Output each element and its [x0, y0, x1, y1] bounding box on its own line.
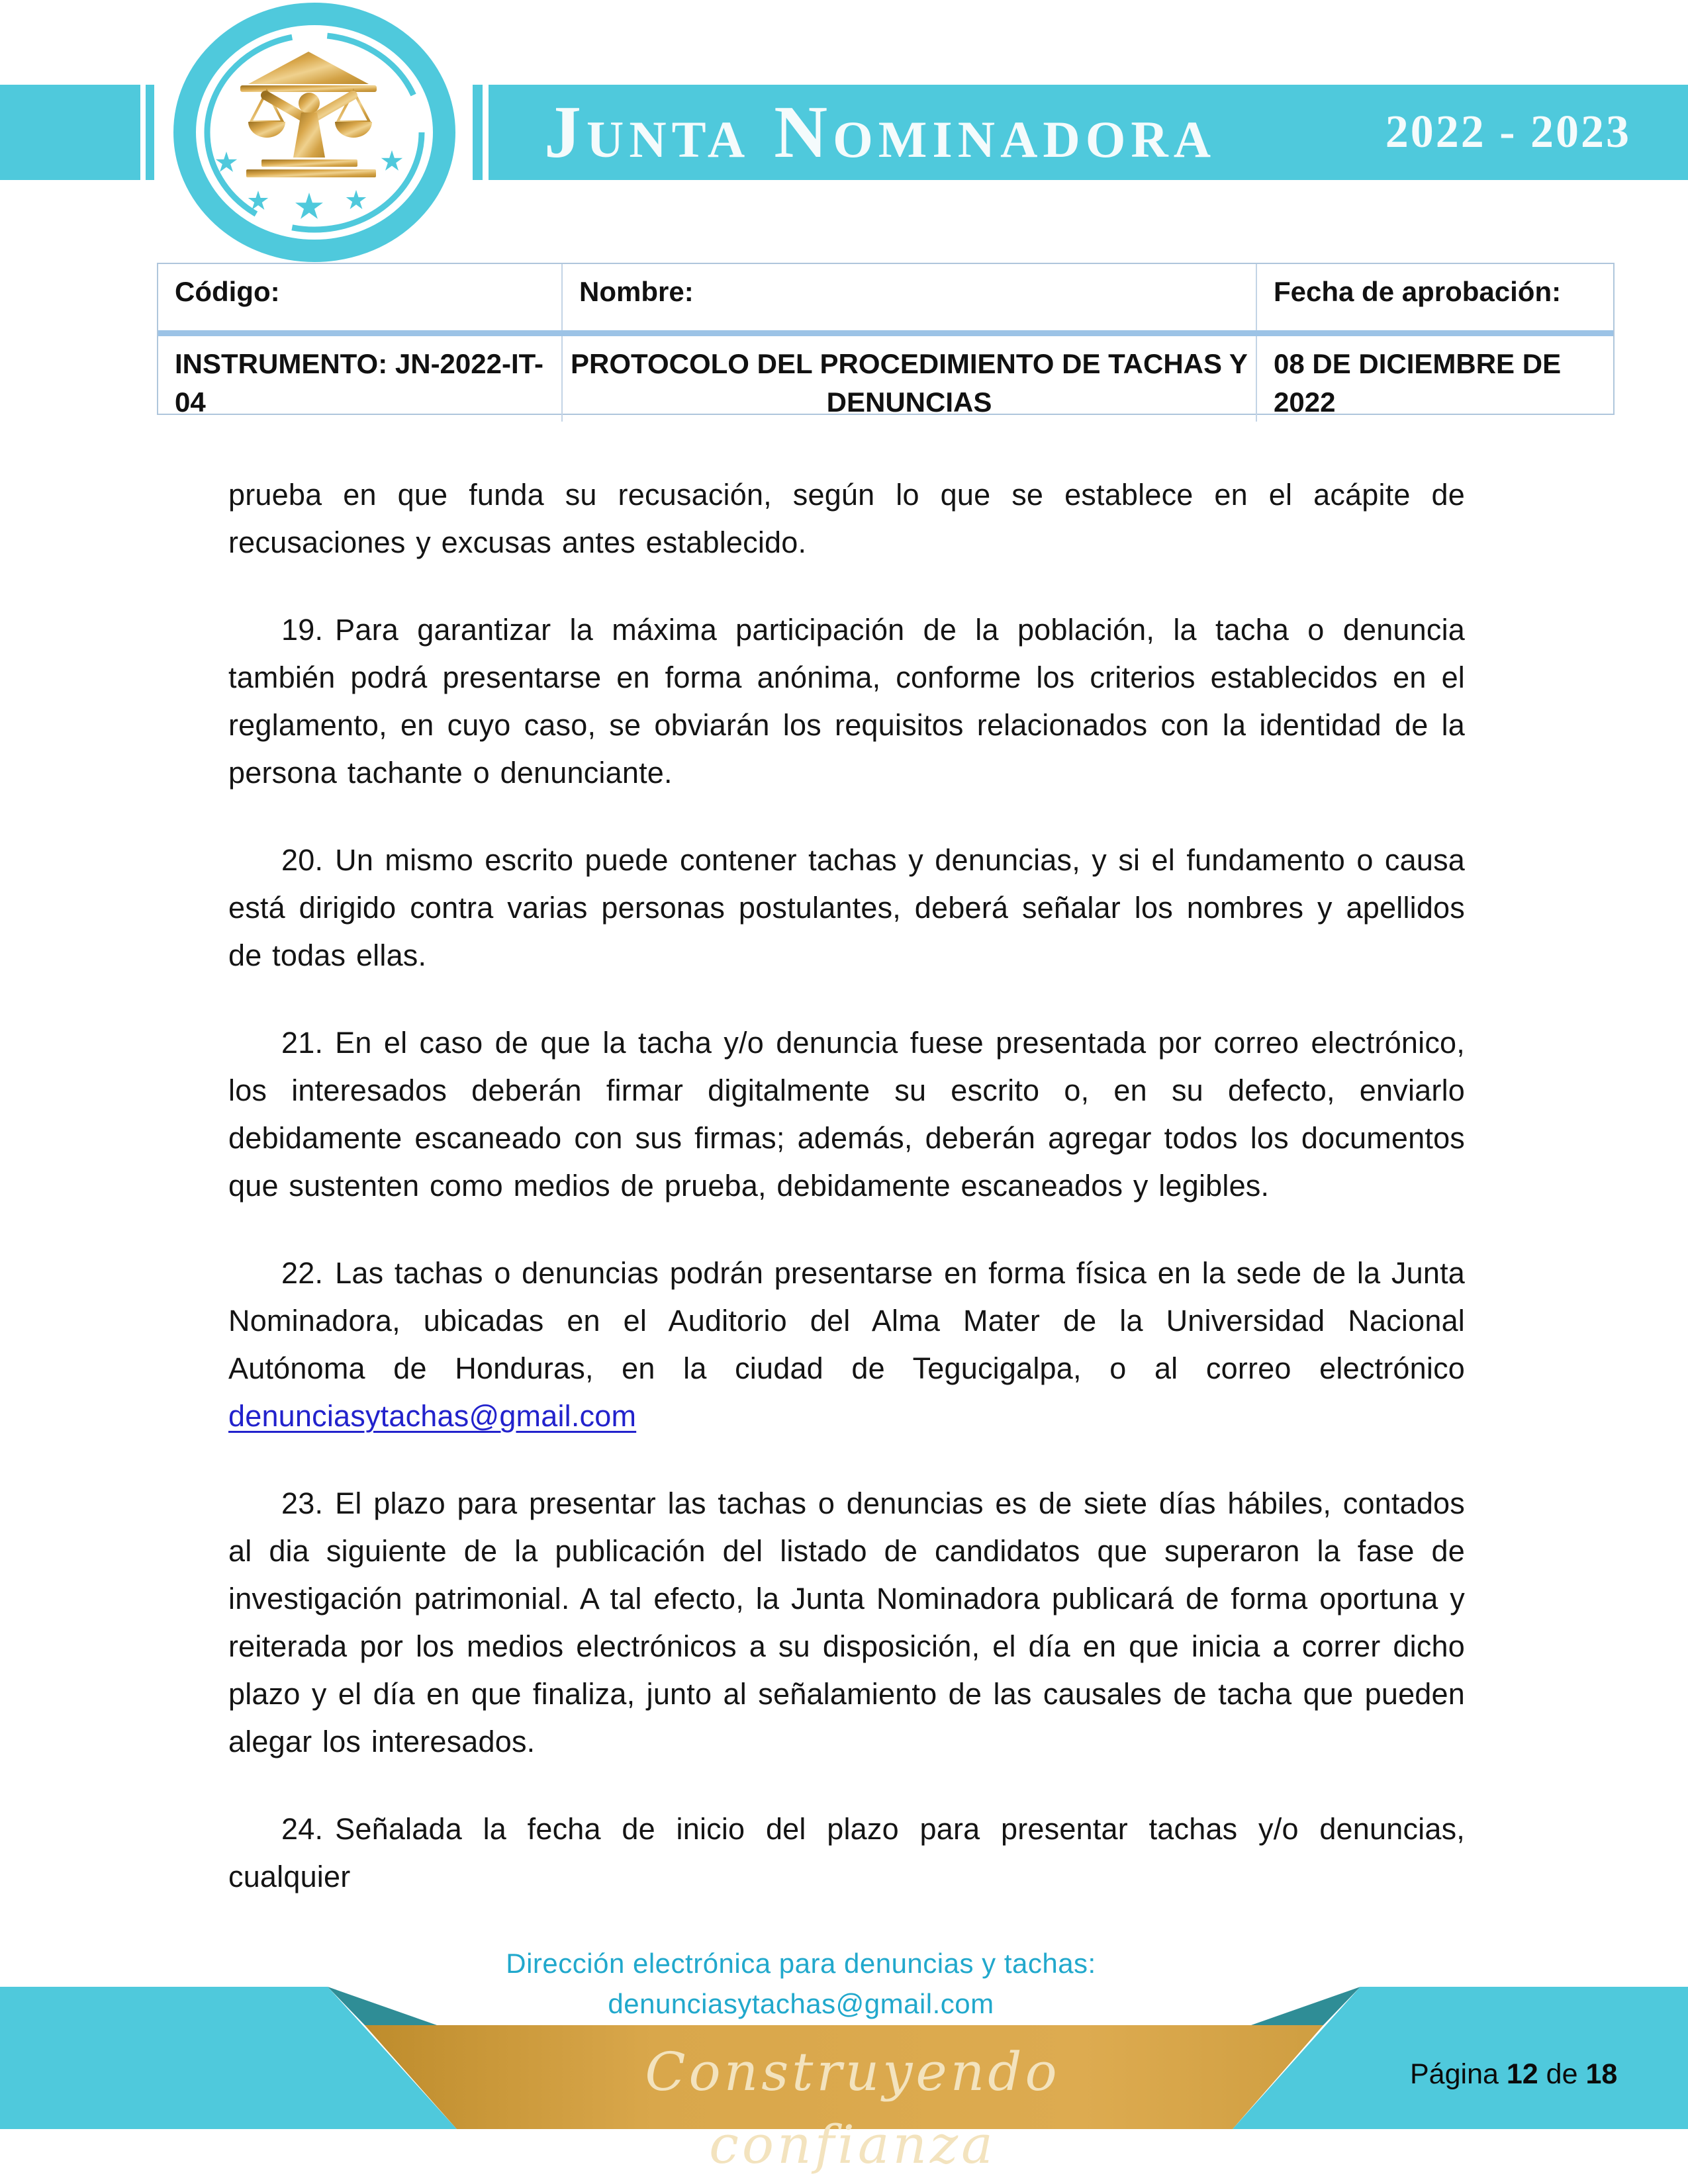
meta-header-nombre: Nombre:	[563, 264, 1257, 330]
paragraph: prueba en que funda su recusación, según lo que se establece en el acápite de recusaciones y excusas antes establecido.	[228, 478, 1465, 559]
paragraph: 23. El plazo para presentar las tachas o denuncias es de siete días hábiles, contados al dia siguiente de la publicación del listado de candidatos que superaron la fase de investigación patrimonial. A tal efecto, la Junta Nominadora publicará de forma oportuna y reiterada por los medios electrónicos a su disposición, el día en que inicia a correr dicho plazo y el día en que finaliza, junto al señalamiento de las causales de tacha que pueden alegar los interesados.	[228, 1486, 1465, 1758]
email-link[interactable]: denunciasytachas@gmail.com	[228, 1399, 637, 1433]
page-number-label: Página	[1410, 2058, 1499, 2090]
paragraph-number: 23.	[281, 1486, 324, 1520]
header-banner-left-segment	[0, 85, 140, 180]
header-banner-right-bar	[473, 85, 483, 180]
paragraph: 19. Para garantizar la máxima participación de la población, la tacha o denuncia también podrá presentarse en forma anónima, conforme los criterios establecidos en el reglamento, en cuyo caso, se obviarán los requisitos relacionados con la identidad de la persona tachante o denunciante.	[228, 613, 1465, 790]
header-period: 2022 - 2023	[1385, 107, 1631, 158]
paragraph-number: 20.	[281, 843, 324, 877]
paragraph-number: 19.	[281, 613, 324, 647]
paragraph-number: 21.	[281, 1026, 324, 1060]
meta-value-nombre: PROTOCOLO DEL PROCEDIMIENTO DE TACHAS Y DENUNCIAS	[563, 336, 1257, 422]
footer-contact-label: Dirección electrónica para denuncias y tachas:	[506, 1948, 1096, 1979]
meta-header-fecha: Fecha de aprobación:	[1274, 276, 1562, 307]
junta-nominadora-logo-icon	[162, 0, 467, 267]
footer-slogan: Construyendo confianza	[645, 2041, 1060, 2175]
page-number-current: 12	[1506, 2058, 1538, 2090]
paragraph-number: 24.	[281, 1812, 324, 1846]
header-banner	[489, 85, 1688, 180]
meta-table-value-row	[158, 336, 1613, 418]
page-number-total: 18	[1585, 2058, 1618, 2090]
page-number-de: de	[1546, 2058, 1578, 2090]
meta-table-header-row	[158, 264, 1613, 330]
paragraph-number: 22.	[281, 1256, 324, 1290]
footer-contact-email: denunciasytachas@gmail.com	[608, 1988, 994, 2019]
meta-value-fecha: 08 DE DICIEMBRE DE 2022	[1274, 348, 1562, 418]
paragraph: 24. Señalada la fecha de inicio del plazo para presentar tachas y/o denuncias, cualquier	[228, 1812, 1465, 1893]
page-number	[1410, 2058, 1648, 2091]
document-body	[228, 471, 1465, 1940]
paragraph: 21. En el caso de que la tacha y/o denuncia fuese presentada por correo electrónico, los interesados deberán firmar digitalmente su escrito o, en su defecto, enviarlo debidamente escaneado con sus firmas; además, deberán agregar todos los documentos que sustenten como medios de prueba, debidamente escaneados y legibles.	[228, 1026, 1465, 1203]
meta-table-divider	[158, 330, 1613, 336]
paragraph: 22. Las tachas o denuncias podrán presentarse en forma física en la sede de la Junta Nominadora, ubicadas en el Auditorio del Alma Mater de la Universidad Nacional Autónoma de Honduras, en la ciudad de Tegucigalpa, o al correo electrónico denunciasytachas@gmail.com	[228, 1256, 1465, 1433]
document-meta-table	[157, 263, 1615, 418]
meta-value-codigo: INSTRUMENTO: JN-2022-IT-04	[158, 336, 563, 422]
page-title: Junta Nominadora	[544, 91, 1217, 173]
paragraph: 20. Un mismo escrito puede contener tachas y denuncias, y si el fundamento o causa está dirigido contra varias personas postulantes, deberá señalar los nombres y apellidos de todas ellas.	[228, 843, 1465, 972]
meta-header-codigo: Código:	[158, 264, 563, 330]
header-banner-left-bar	[146, 85, 154, 180]
